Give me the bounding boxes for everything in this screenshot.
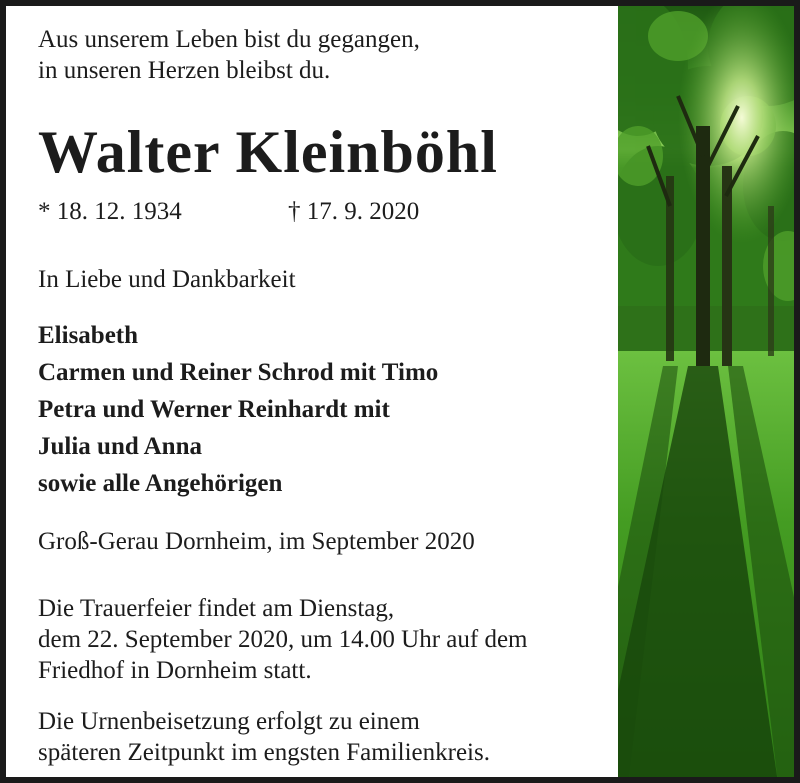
mourner-line: Julia und Anna (38, 433, 202, 460)
mourner-line: sowie alle Angehörigen (38, 470, 283, 497)
park-trees-photo (618, 6, 800, 783)
funeral-notice-line: Friedhof in Dornheim statt. (38, 657, 312, 684)
urn-burial-notice (38, 706, 490, 768)
death-date: † 17. 9. 2020 (288, 198, 420, 225)
mourners-list (38, 317, 438, 502)
urn-notice-line: Die Urnenbeisetzung erfolgt zu einem (38, 708, 420, 735)
funeral-notice (38, 593, 528, 686)
mourner-line: Elisabeth (38, 322, 139, 349)
urn-notice-line: späteren Zeitpunkt im engsten Familienkreis. (38, 739, 490, 766)
deceased-name: Walter Kleinböhl (38, 119, 498, 185)
funeral-notice-line: dem 22. September 2020, um 14.00 Uhr auf dem (38, 626, 528, 653)
mourner-line: Petra und Werner Reinhardt mit (38, 396, 390, 423)
verse-line-2: in unseren Herzen bleibst du. (38, 57, 331, 84)
birth-date: * 18. 12. 1934 (38, 198, 182, 225)
mourner-line: Carmen und Reiner Schrod mit Timo (38, 359, 439, 386)
memorial-verse (38, 24, 420, 86)
life-dates (38, 198, 419, 226)
verse-line-1: Aus unserem Leben bist du gegangen, (38, 26, 420, 53)
dedication-line: In Liebe und Dankbarkeit (38, 266, 296, 293)
text-column (38, 6, 613, 783)
park-trees-image (618, 6, 800, 783)
funeral-notice-line: Die Trauerfeier findet am Dienstag, (38, 595, 395, 622)
place-and-date: Groß-Gerau Dornheim, im September 2020 (38, 528, 475, 555)
